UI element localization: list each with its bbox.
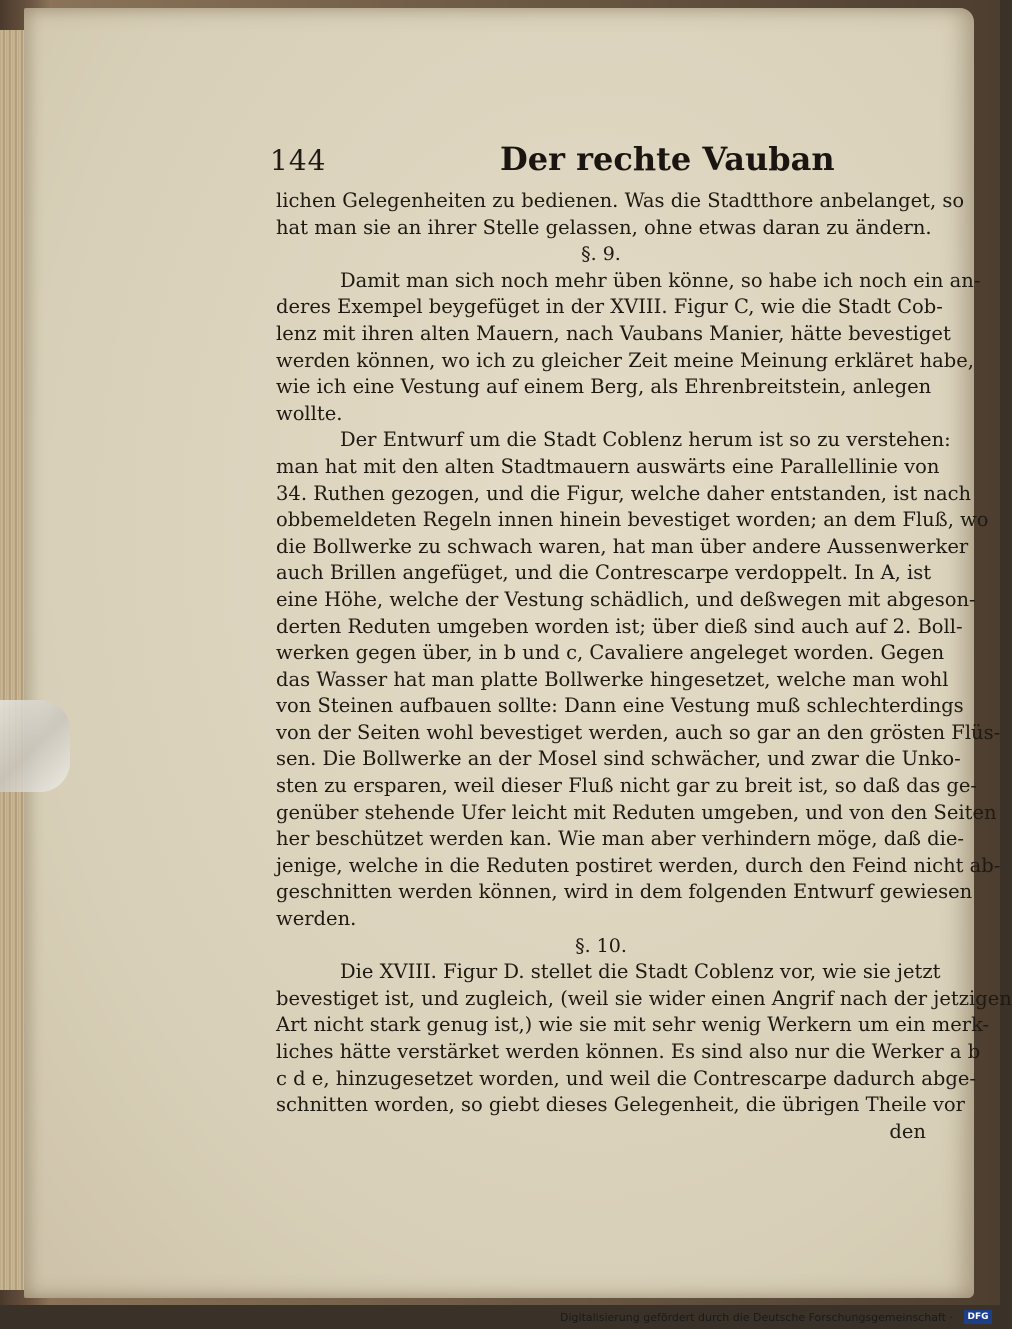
digitization-credit: Digitalisierung gefördert durch die Deutsche Forschungsgemeinschaft ·	[560, 1311, 953, 1324]
page-header	[270, 140, 930, 180]
text-line: wollte.	[276, 401, 343, 425]
running-title: Der rechte Vauban	[500, 140, 835, 178]
text-line: von Steinen aufbauen sollte: Dann eine Vestung muß schlechterdings	[276, 694, 964, 718]
text-line: man hat mit den alten Stadtmauern auswärts eine Parallellinie von	[276, 454, 940, 478]
text-line: Damit man sich noch mehr üben könne, so habe ich noch ein an-	[340, 268, 981, 292]
text-line: geschnitten werden können, wird in dem folgenden Entwurf gewiesen	[276, 880, 973, 904]
text-line: genüber stehende Ufer leicht mit Reduten umgeben, und von den Seiten	[276, 800, 997, 824]
text-line: werden können, wo ich zu gleicher Zeit meine Meinung erkläret habe,	[276, 348, 974, 372]
text-line: Art nicht stark genug ist,) wie sie mit sehr wenig Werkern um ein merk-	[276, 1013, 990, 1037]
text-line: Die XVIII. Figur D. stellet die Stadt Coblenz vor, wie sie jetzt	[340, 960, 941, 984]
text-line: werken gegen über, in b und c, Cavaliere angeleget worden. Gegen	[276, 641, 945, 665]
section-heading: §. 10.	[575, 934, 627, 957]
text-line: obbemeldeten Regeln innen hinein bevestiget worden; an dem Fluß, wo	[276, 508, 989, 532]
text-line: jenige, welche in die Reduten postiret werden, durch den Feind nicht ab-	[276, 853, 1001, 877]
text-line: lichen Gelegenheiten zu bedienen. Was die Stadtthore anbelanget, so	[276, 189, 965, 212]
text-line: c d e, hinzugesetzet worden, und weil die Contrescarpe dadurch abge-	[276, 1066, 976, 1090]
text-line: sten zu ersparen, weil dieser Fluß nicht gar zu breit ist, so daß das ge-	[276, 774, 978, 798]
text-line: 34. Ruthen gezogen, und die Figur, welche daher entstanden, ist nach	[276, 481, 972, 505]
catchword: den	[889, 1119, 926, 1143]
text-line: liches hätte verstärket werden können. Es sind also nur die Werker a b	[276, 1040, 981, 1063]
body-text	[276, 188, 1012, 1145]
text-line: wie ich eine Vestung auf einem Berg, als Ehrenbreitstein, anlegen	[276, 375, 932, 399]
text-line: her beschützet werden kan. Wie man aber verhindern möge, daß die-	[276, 827, 964, 851]
text-line: eine Höhe, welche der Vestung schädlich, und deßwegen mit abgeson-	[276, 587, 976, 611]
page-clip	[0, 700, 70, 792]
text-line: schnitten worden, so giebt dieses Gelegenheit, die übrigen Theile vor	[276, 1093, 965, 1117]
text-line: derten Reduten umgeben worden ist; über dieß sind auch auf 2. Boll-	[276, 614, 963, 638]
section-heading: §. 9.	[581, 243, 621, 266]
text-line: von der Seiten wohl bevestiget werden, auch so gar an den grösten Flüs-	[276, 720, 1001, 744]
text-line: die Bollwerke zu schwach waren, hat man über andere Aussenwerker	[276, 534, 969, 558]
text-line: bevestiget ist, und zugleich, (weil sie wider einen Angrif nach der jetzigen	[276, 986, 1012, 1010]
text-line: deres Exempel beygefüget in der XVIII. Figur C, wie die Stadt Cob-	[276, 295, 943, 319]
text-line: das Wasser hat man platte Bollwerke hingesetzet, welche man wohl	[276, 667, 949, 691]
text-line: werden.	[276, 907, 357, 931]
page-number: 144	[270, 144, 327, 177]
text-line: lenz mit ihren alten Mauern, nach Vaubans Manier, hätte bevestiget	[276, 321, 951, 345]
text-line: auch Brillen angefüget, und die Contrescarpe verdoppelt. In A, ist	[276, 561, 932, 585]
text-line: sen. Die Bollwerke an der Mosel sind schwächer, und zwar die Unko-	[276, 747, 961, 771]
dfg-logo: DFG	[964, 1310, 992, 1324]
text-line: Der Entwurf um die Stadt Coblenz herum ist so zu verstehen:	[340, 428, 951, 452]
text-line: hat man sie an ihrer Stelle gelassen, ohne etwas daran zu ändern.	[276, 215, 932, 239]
